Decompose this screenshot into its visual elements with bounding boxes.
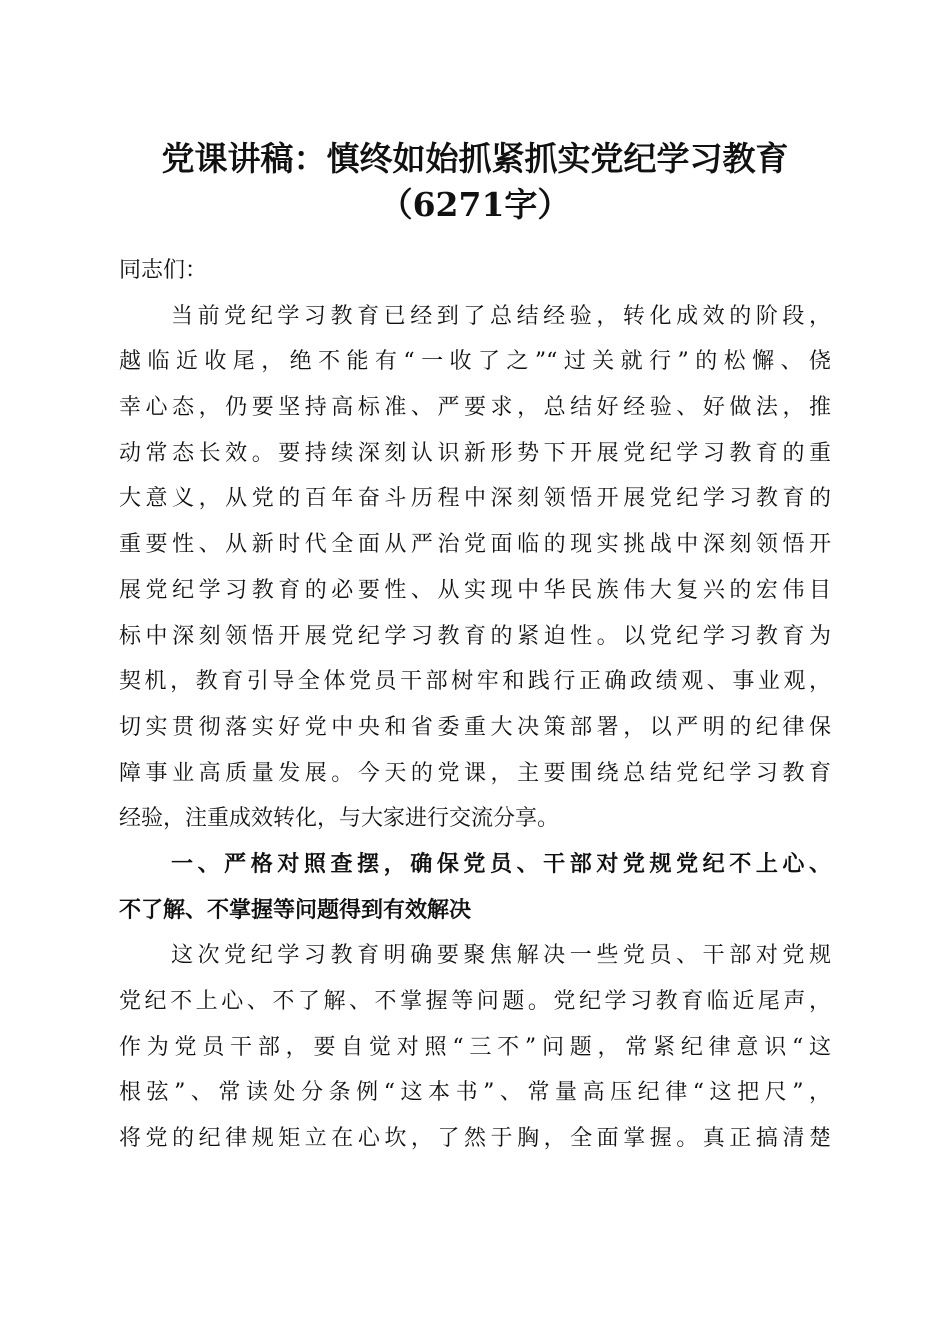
body-line-3: 幸心态，仍要坚持高标准、严要求，总结好经验、好做法，推	[119, 395, 831, 421]
body-line-5: 大意义，从党的百年奋斗历程中深刻领悟开展党纪学习教育的	[119, 486, 831, 512]
document-body	[119, 248, 831, 1162]
body-line-18: 根弦”、常读处分条例“这本书”、常量高压纪律“这把尺”，	[119, 1080, 831, 1106]
document-title: 党课讲稿：慎终如始抓紧抓实党纪学习教育	[161, 139, 789, 178]
body-line-12: 经验，注重成效转化，与大家进行交流分享。	[119, 806, 560, 832]
body-line-0: 同志们：	[119, 258, 208, 283]
body-line-17: 作为党员干部，要自觉对照“三不”问题，常紧纪律意识“这	[119, 1034, 831, 1060]
document-word-count: （6271字）	[379, 185, 571, 224]
body-line-7: 展党纪学习教育的必要性、从实现中华民族伟大复兴的宏伟目	[119, 577, 831, 603]
body-line-10: 切实贯彻落实好党中央和省委重大决策部署，以严明的纪律保	[119, 714, 831, 740]
body-line-2: 越临近收尾，绝不能有“一收了之”“过关就行”的松懈、侥	[119, 349, 831, 375]
section-heading-line-1: 一、严格对照查摆，确保党员、干部对党规党纪不上心、	[171, 851, 831, 877]
body-line-16: 党纪不上心、不了解、不掌握等问题。党纪学习教育临近尾声，	[119, 989, 831, 1014]
body-line-19: 将党的纪律规矩立在心坎，了然于胸，全面掌握。真正搞清楚	[119, 1126, 831, 1152]
body-line-11: 障事业高质量发展。今天的党课，主要围绕总结党纪学习教育	[119, 760, 831, 786]
body-line-6: 重要性、从新时代全面从严治党面临的现实挑战中深刻领悟开	[119, 532, 831, 558]
body-line-15: 这次党纪学习教育明确要聚焦解决一些党员、干部对党规	[171, 943, 831, 969]
body-line-1: 当前党纪学习教育已经到了总结经验，转化成效的阶段，	[171, 303, 831, 329]
body-line-4: 动常态长效。要持续深刻认识新形势下开展党纪学习教育的重	[119, 440, 831, 466]
body-line-9: 契机，教育引导全体党员干部树牢和践行正确政绩观、事业观，	[119, 669, 831, 695]
section-heading-line-2: 不了解、不掌握等问题得到有效解决	[119, 897, 472, 923]
body-line-8: 标中深刻领悟开展党纪学习教育的紧迫性。以党纪学习教育为	[119, 623, 831, 649]
